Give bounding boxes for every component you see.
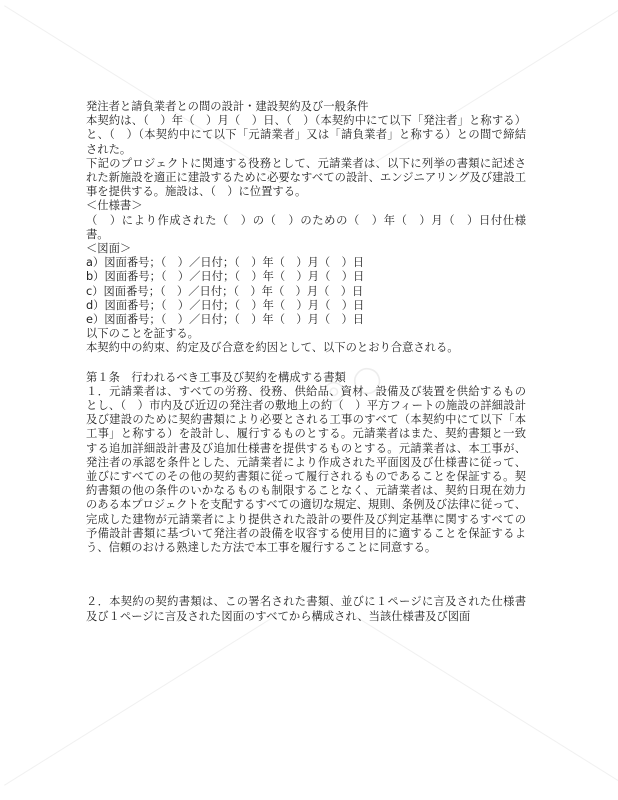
spacer: [86, 555, 526, 595]
document-title: 発注者と請負業者との間の設計・建設契約及び一般条件: [86, 100, 369, 113]
spec-line: （ ）により作成された（ ）の（ ）のための（ ）年（ ）月（ ）日付仕様書。: [86, 213, 526, 241]
article-1-paragraph-1: １．元請業者は、すべての労務、役務、供給品、資材、設備及び装置を供給するものとし、（ ）市内及び近辺の発注者の敷地上の約（ ）平方フィートの施設の詳細設計及び建設のために契約書類により必要とされる工事のすべて（本契約中にて以下「本工事」と称する）を設計し、履行するものとする。元請業者はまた、契約書類と一致する追加詳細設計書及び追加仕様書を提供するものとする。元請業者は、本工事が、発注者の承認を条件とした、元請業者により作成された平面図及び仕様書に従って、並びにすべてのその他の契約書類に従って履行されるものであることを保証する。契約書類の他の条件のいかなるものも制限することなく、元請業者は、契約日現在効力のある本プロジェクトを支配するすべての適切な規定、規則、条例及び法律に従って、完成した建物が元請業者により提供された設計の要件及び判定基準に関するすべての予備設計書類に基づいて発注者の設備を収容する使用目的に適することを保証するよう、信頼のおける熟達した方法で本工事を履行することに同意する。: [86, 384, 526, 555]
intro-paragraph: 本契約は、（ ）年（ ）月（ ）日、（ ）（本契約中にて以下「発注者」と称する）と、（ ）（本契約中にて以下「元請業者」又は「請負業者」と称する）との間で締結された。: [86, 114, 526, 156]
intro-paragraph: 下記のプロジェクトに関連する役務として、元請業者は、以下に列挙の書類に記述された新施設を適正に建設するために必要なすべての設計、エンジニアリング及び建設工事を提供する。施設は、（ ）に位置する。: [86, 156, 526, 199]
agreement-line: 本契約中の約束、約定及び合意を約因として、以下のとおり合意される。: [86, 341, 459, 355]
article-1-heading: 第１条 行われるべき工事及び契約を構成する書類: [86, 370, 346, 384]
spacer: [86, 356, 526, 371]
watermark-line: [4, 615, 276, 785]
watermark-line: [354, 615, 618, 785]
drawings-heading: ＜図面＞: [86, 242, 132, 256]
witness-line: 以下のことを証する。: [86, 327, 199, 341]
spec-heading: ＜仕様書＞: [86, 199, 143, 213]
drawing-item: b）図面番号；（ ）／日付；（ ）年（ ）月（ ）日: [86, 270, 365, 284]
document-body: [86, 100, 526, 624]
drawing-item: e）図面番号；（ ）／日付；（ ）年（ ）月（ ）日: [86, 313, 365, 327]
drawing-item: c）図面番号；（ ）／日付；（ ）年（ ）月（ ）日: [86, 284, 364, 298]
article-1-paragraph-2: ２．本契約の契約書類は、この署名された書類、並びに１ページに言及された仕様書及び１ページに言及された図面のすべてから構成され、当該仕様書及び図面: [86, 595, 526, 623]
drawing-item: a）図面番号；（ ）／日付；（ ）年（ ）月（ ）日: [86, 256, 365, 270]
watermark-logo: ◎ ◯: [318, 361, 386, 409]
drawing-item: d）図面番号；（ ）／日付；（ ）年（ ）月（ ）日: [86, 298, 365, 312]
